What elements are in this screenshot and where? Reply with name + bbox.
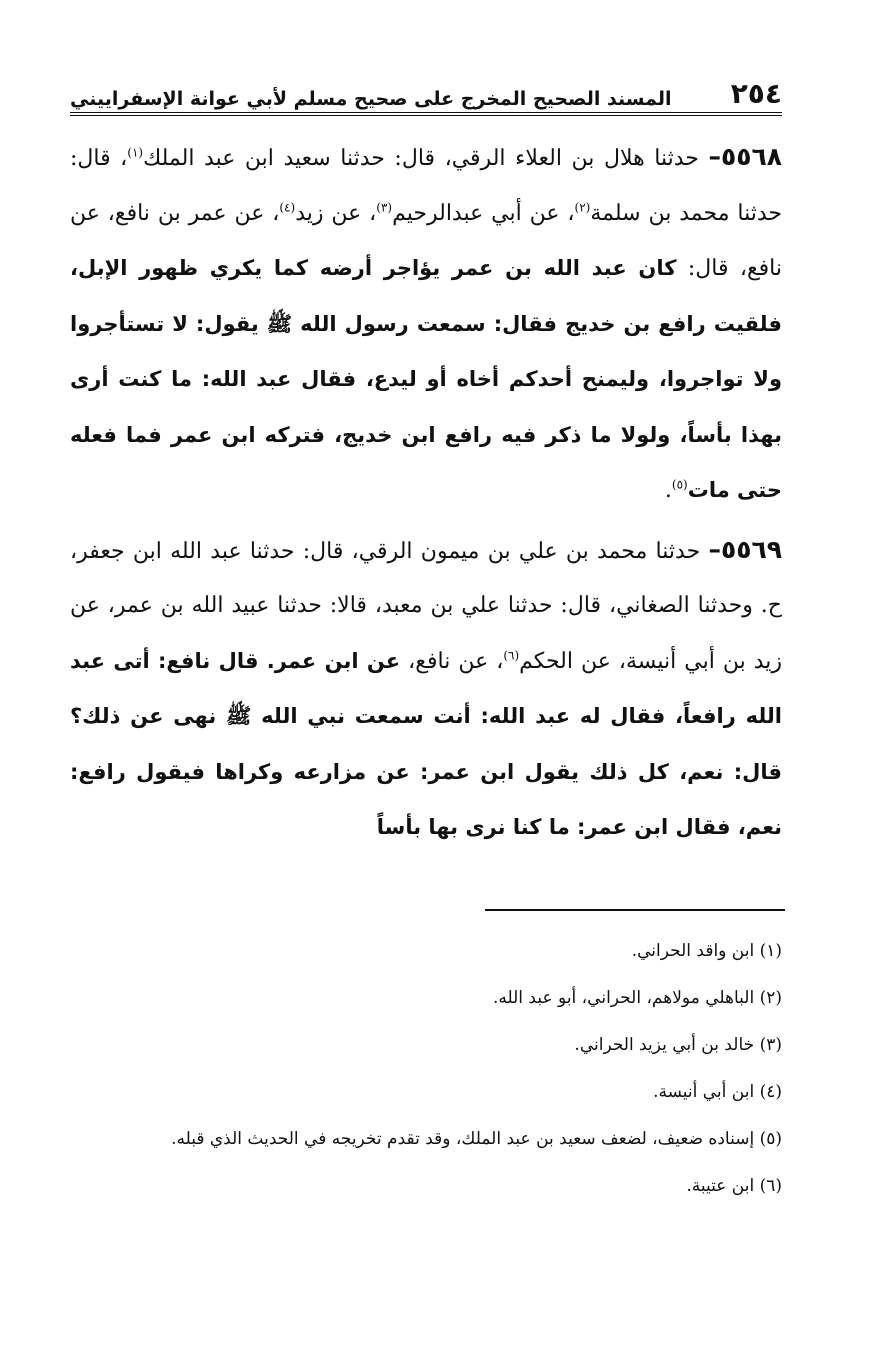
hadith-number: ٥٥٦٩ [720, 534, 782, 564]
hadith-dash: – [708, 142, 721, 171]
footnotes [70, 928, 782, 1210]
isnad-text: حدثنا هلال بن العلاء الرقي، قال: حدثنا سعيد ابن عبد الملك [143, 146, 699, 171]
footnote-2: (٢) الباهلي مولاهم، الحراني، أبو عبد الله. [492, 988, 782, 1008]
matn-text: عن ابن عمر. قال نافع: أتى عبد الله رافعاً، فقال له عبد الله: أنت سمعت نبي الله ﷺ نهى عن ذلك؟ قال: نعم، كل ذلك يقول ابن عمر: عن مزارعه وكراها فيقول رافع: نعم، فقال ابن عمر: ما كنا نرى بها بأساً [70, 648, 782, 839]
hadith-5569 [70, 523, 782, 856]
hadith-5568 [70, 130, 782, 519]
footnote-3: (٣) خالد بن أبي يزيد الحراني. [574, 1035, 782, 1055]
footnote-5: (٥) إسناده ضعيف، لضعف سعيد بن عبد الملك، وقد تقدم تخريجه في الحديث الذي قبله. [171, 1129, 782, 1149]
matn-text: كان عبد الله بن عمر يؤاجر أرضه كما يكري ظهور الإبل، فلقيت رافع بن خديج فقال: سمعت رسول الله ﷺ يقول: لا تستأجروا ولا تواجروا، وليمنح أحدكم أخاه أو ليدع، فقال عبد الله: ما كنت أرى بهذا بأساً، ولولا ما ذكر فيه رافع ابن خديج، فتركه ابن عمر فما فعله حتى مات [70, 256, 782, 502]
footnote-separator [485, 909, 785, 911]
hadith-dash: – [708, 534, 721, 564]
footnote-ref-5: (٥) [671, 477, 688, 492]
footnote-4: (٤) ابن أبي أنيسة. [653, 1082, 782, 1102]
footnote-6: (٦) ابن عتيبة. [686, 1176, 782, 1196]
footnote-1: (١) ابن واقد الحراني. [631, 941, 782, 961]
main-text [70, 130, 782, 856]
footnote-ref-1: (١) [127, 145, 144, 160]
isnad-text: ، عن نافع، [408, 648, 504, 674]
footnote-ref-2: (٢) [574, 200, 591, 215]
hadith-number: ٥٥٦٨ [720, 142, 782, 171]
page [70, 70, 782, 860]
isnad-text: ، عن زيد [295, 200, 377, 226]
running-header [70, 70, 782, 116]
isnad-text: حدثنا محمد بن علي بن ميمون الرقي، قال: حدثنا عبد الله ابن جعفر، ح. وحدثنا الصغاني، قال: حدثنا علي بن معبد، قالا: حدثنا عبيد الله بن عمر، عن زيد بن أبي أنيسة، عن الحكم [70, 538, 783, 674]
book-title: المسند الصحيح المخرج على صحيح مسلم لأبي عوانة الإسفراييني [70, 88, 672, 110]
isnad-text: ، عن عمر بن نافع، عن نافع، قال: [70, 200, 782, 281]
footnote-ref-6: (٦) [503, 648, 520, 663]
page-number: ٢٥٤ [730, 77, 782, 110]
footnote-ref-4: (٤) [279, 200, 296, 215]
sentence-end: . [664, 478, 672, 503]
isnad-text: ، عن أبي عبدالرحيم [392, 200, 575, 226]
isnad-text: ، قال: حدثنا محمد بن سلمة [70, 146, 782, 226]
footnote-ref-3: (٣) [376, 200, 393, 215]
